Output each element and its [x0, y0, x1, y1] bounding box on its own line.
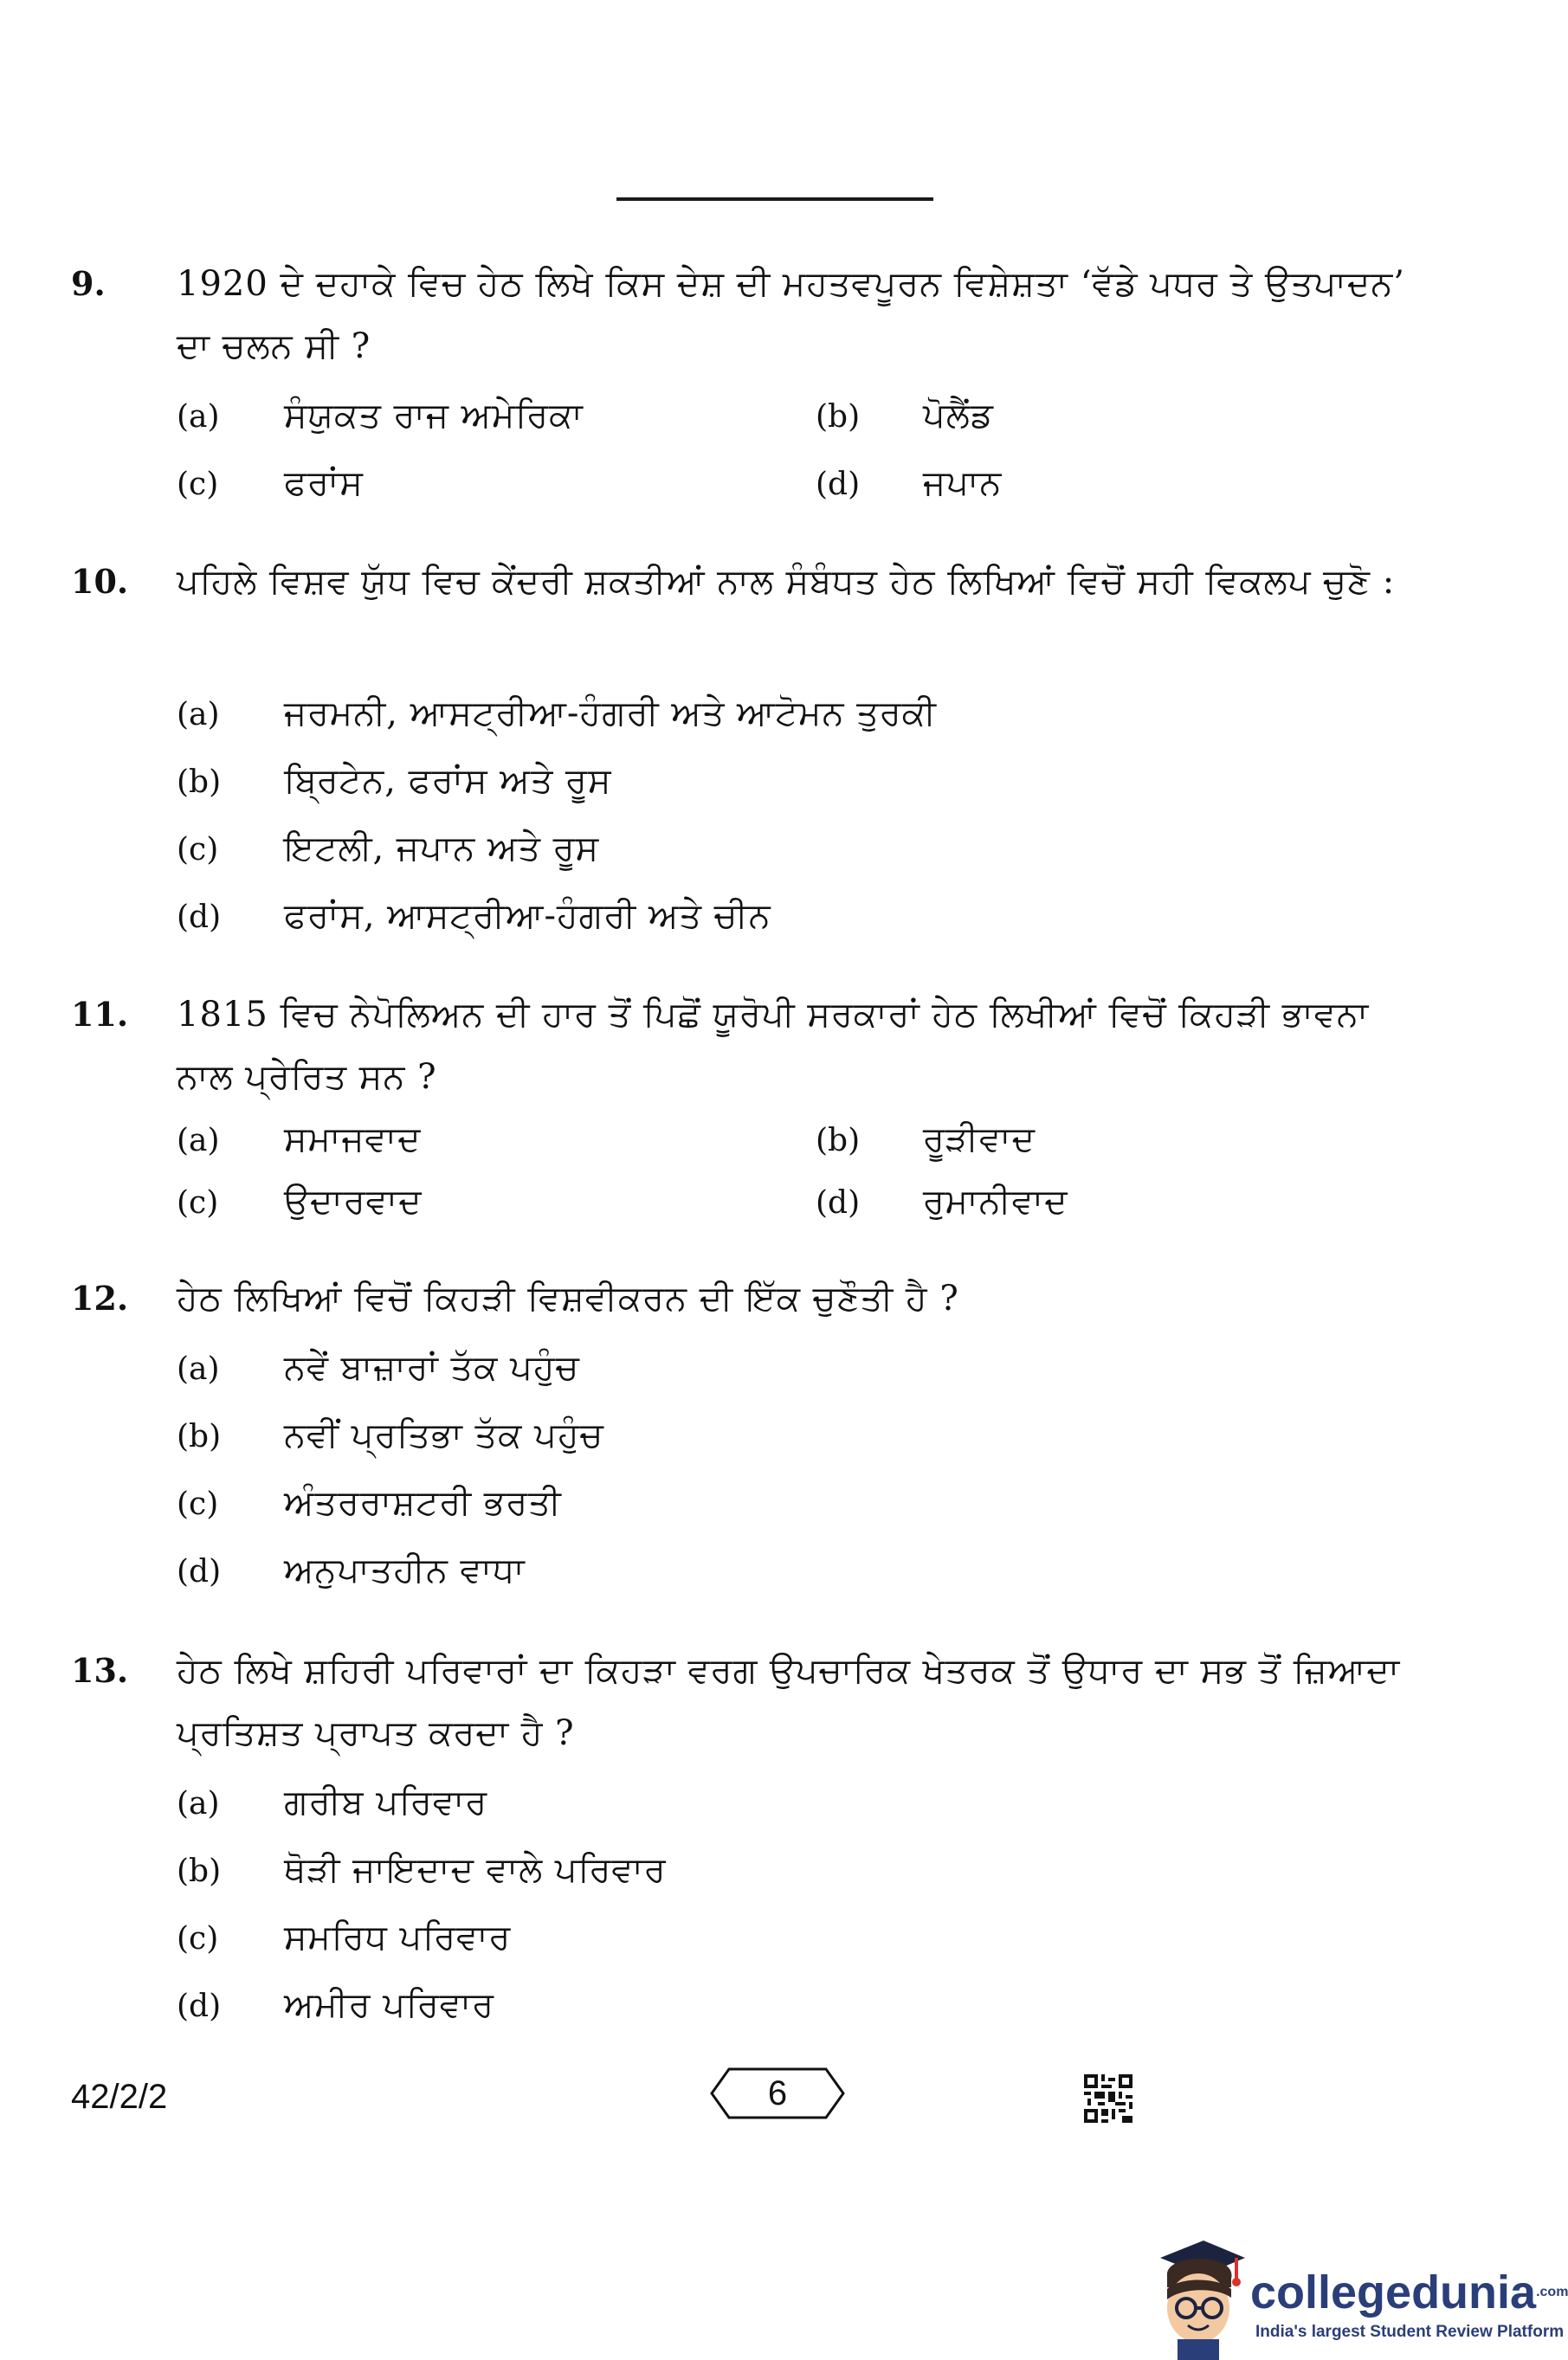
option-letter: (c): [177, 1185, 219, 1221]
option-b: [816, 1108, 1036, 1172]
top-divider: [616, 197, 933, 201]
option-letter: (d): [177, 900, 222, 935]
option-letter: (a): [177, 1123, 220, 1158]
brand-tagline: India's largest Student Review Platform: [1255, 2323, 1565, 2341]
option-letter: (d): [177, 1989, 222, 2024]
option-text: ਉਦਾਰਵਾਦ: [284, 1182, 423, 1222]
option-letter: (b): [816, 1123, 861, 1158]
question-number: 10.: [71, 562, 129, 601]
question-number: 9.: [71, 264, 106, 303]
option-d: [177, 1974, 494, 2038]
option-letter: (a): [177, 399, 220, 435]
option-b: [177, 750, 611, 814]
option-letter: (a): [177, 1351, 220, 1387]
question-number: 13.: [71, 1651, 129, 1690]
option-text: ਸਮਰਿਧ ਪਰਿਵਾਰ: [284, 1918, 512, 1957]
collegedunia-watermark: [1148, 2235, 1568, 2360]
option-a: [177, 1337, 579, 1401]
question-number: 11.: [71, 995, 129, 1034]
question-text: ਪਹਿਲੇ ਵਿਸ਼ਵ ਯੁੱਧ ਵਿਚ ਕੇਂਦਰੀ ਸ਼ਕਤੀਆਂ ਨਾਲ ਸੰਬੰਧਤ ਹੇਠ ਲਿਖਿਆਂ ਵਿਚੋਂ ਸਹੀ ਵਿਕਲਪ ਚੁਣੋ :: [177, 562, 1396, 602]
option-b: [177, 1404, 603, 1468]
option-text: ਸਮਾਜਵਾਦ: [284, 1119, 422, 1159]
option-letter: (d): [816, 467, 861, 502]
option-a: [177, 1771, 487, 1835]
option-text: ਰੁਮਾਨੀਵਾਦ: [923, 1182, 1068, 1222]
option-letter: (a): [177, 697, 220, 732]
paper-code: 42/2/2: [71, 2078, 168, 2116]
option-letter: (b): [816, 399, 861, 435]
student-mascot-icon: [1148, 2235, 1249, 2360]
option-text: ਜਪਾਨ: [923, 463, 1003, 503]
option-text: ਫਰਾਂਸ, ਆਸਟ੍ਰੀਆ-ਹੰਗਰੀ ਅਤੇ ਚੀਨ: [284, 896, 771, 936]
option-letter: (b): [177, 1419, 222, 1454]
option-c: [177, 1472, 562, 1536]
option-b: [177, 1839, 667, 1903]
brand-suffix: .com: [1536, 2285, 1568, 2299]
option-d: [816, 452, 1002, 516]
brand-name-text: collegedunia: [1250, 2267, 1537, 2318]
option-text: ਫਰਾਂਸ: [284, 463, 364, 503]
question-text: ਹੇਠ ਲਿਖਿਆਂ ਵਿਚੋਂ ਕਿਹੜੀ ਵਿਸ਼ਵੀਕਰਨ ਦੀ ਇੱਕ ਚੁਣੌਤੀ ਹੈ ?: [177, 1279, 959, 1319]
option-letter: (c): [177, 832, 219, 867]
option-text: ਅਨੁਪਾਤਹੀਨ ਵਾਧਾ: [284, 1551, 526, 1590]
question-text: 1815 ਵਿਚ ਨੇਪੋਲਿਅਨ ਦੀ ਹਾਰ ਤੋਂ ਪਿਛੋਂ ਯੂਰੋਪੀ ਸਰਕਾਰਾਂ ਹੇਠ ਲਿਖੀਆਂ ਵਿਚੋਂ ਕਿਹੜੀ ਭਾਵਨਾ ਨਾਲ ਪ੍ਰੇਰਿਤ ਸਨ ?: [177, 995, 1370, 1097]
option-d: [177, 885, 771, 949]
option-a: [177, 1108, 421, 1172]
option-letter: (b): [177, 764, 222, 800]
option-letter: (a): [177, 1786, 220, 1822]
option-text: ਥੋੜੀ ਜਾਇਦਾਦ ਵਾਲੇ ਪਰਿਵਾਰ: [284, 1850, 667, 1890]
option-c: [177, 452, 364, 516]
option-letter: (c): [177, 1921, 219, 1957]
option-text: ਸੰਯੁਕਤ ਰਾਜ ਅਮੇਰਿਕਾ: [284, 396, 584, 435]
option-letter: (d): [816, 1185, 861, 1221]
option-letter: (c): [177, 467, 219, 502]
page-number: 6: [767, 2074, 788, 2112]
option-text: ਪੋਲੈਂਡ: [923, 396, 994, 435]
brand-name: [1250, 2267, 1568, 2318]
option-text: ਬ੍ਰਿਟੇਨ, ਫਰਾਂਸ ਅਤੇ ਰੂਸ: [284, 761, 612, 801]
option-text: ਨਵੇਂ ਬਾਜ਼ਾਰਾਂ ਤੱਕ ਪਹੁੰਚ: [284, 1348, 580, 1388]
page-number-badge: [708, 2066, 847, 2121]
question-number: 12.: [71, 1279, 129, 1318]
qr-code-icon: [1084, 2074, 1132, 2123]
option-a: [177, 682, 937, 746]
option-c: [177, 1906, 511, 1970]
option-text: ਇਟਲੀ, ਜਪਾਨ ਅਤੇ ਰੂਸ: [284, 829, 600, 868]
question-text: 1920 ਦੇ ਦਹਾਕੇ ਵਿਚ ਹੇਠ ਲਿਖੇ ਕਿਸ ਦੇਸ਼ ਦੀ ਮਹਤਵਪੂਰਨ ਵਿਸ਼ੇਸ਼ਤਾ ‘ਵੱਡੇ ਪਧਰ ਤੇ ਉਤਪਾਦਨ’ ਦਾ ਚਲਨ ਸੀ ?: [177, 264, 1405, 366]
option-d: [177, 1539, 526, 1603]
option-text: ਨਵੀਂ ਪ੍ਰਤਿਭਾ ਤੱਕ ਪਹੁੰਚ: [284, 1415, 604, 1455]
question-text: ਹੇਠ ਲਿਖੇ ਸ਼ਹਿਰੀ ਪਰਿਵਾਰਾਂ ਦਾ ਕਿਹੜਾ ਵਰਗ ਉਪਚਾਰਿਕ ਖੇਤਰਕ ਤੋਂ ਉਧਾਰ ਦਾ ਸਭ ਤੋਂ ਜ਼ਿਆਦਾ ਪ੍ਰਤਿਸ਼ਤ ਪ੍ਰਾਪਤ ਕਰਦਾ ਹੈ ?: [177, 1651, 1401, 1753]
option-c: [177, 1170, 423, 1235]
option-text: ਅੰਤਰਰਾਸ਼ਟਰੀ ਭਰਤੀ: [284, 1483, 562, 1523]
option-text: ਜਰਮਨੀ, ਆਸਟ੍ਰੀਆ-ਹੰਗਰੀ ਅਤੇ ਆਟੋਮਨ ਤੁਰਕੀ: [284, 693, 937, 733]
option-c: [177, 817, 599, 881]
option-letter: (b): [177, 1854, 222, 1889]
option-text: ਅਮੀਰ ਪਰਿਵਾਰ: [284, 1985, 495, 2025]
option-text: ਰੂੜੀਵਾਦ: [923, 1119, 1036, 1159]
option-letter: (d): [177, 1554, 222, 1589]
option-a: [177, 384, 584, 448]
option-b: [816, 384, 994, 448]
option-text: ਗਰੀਬ ਪਰਿਵਾਰ: [284, 1783, 488, 1822]
option-letter: (c): [177, 1486, 219, 1522]
option-d: [816, 1170, 1068, 1235]
